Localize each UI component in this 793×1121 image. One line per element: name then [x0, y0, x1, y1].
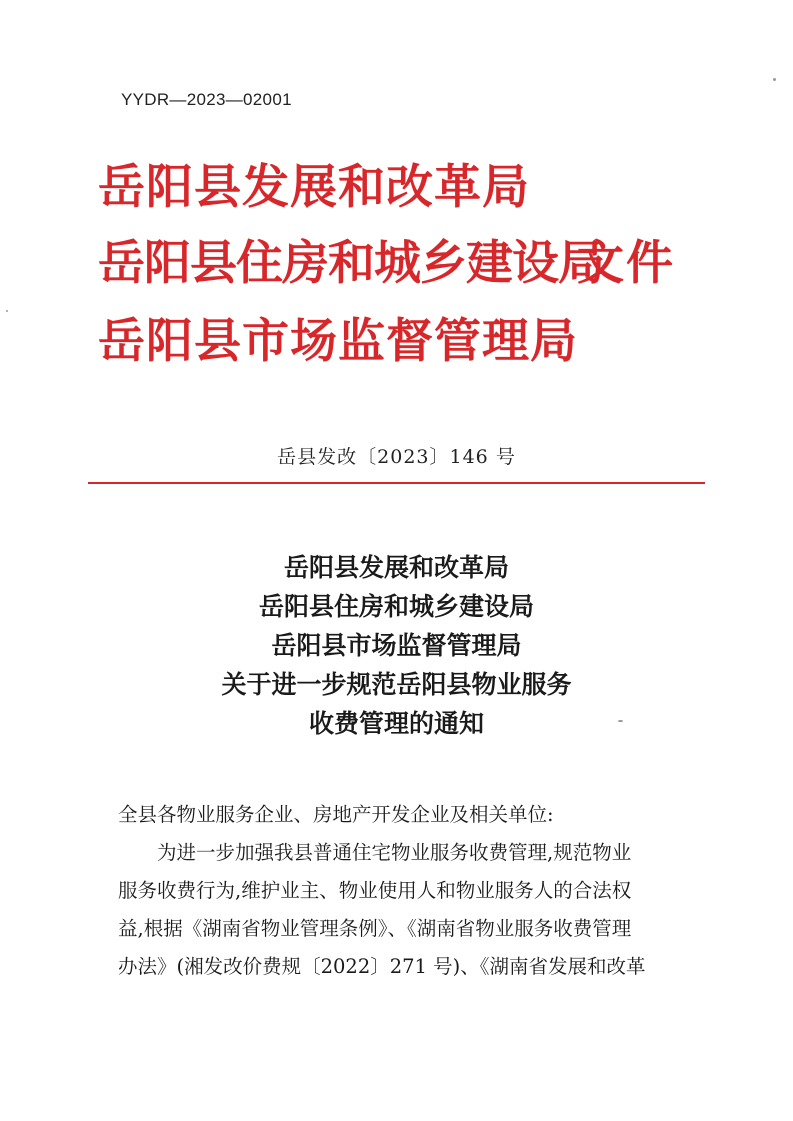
- issuer-header: [98, 158, 698, 388]
- title-line: 岳阳县发展和改革局: [283, 553, 509, 582]
- body-line: 服务收费行为,维护业主、物业使用人和物业服务人的合法权: [118, 879, 632, 902]
- scan-speck: [773, 78, 776, 81]
- body-line: 益,根据《湖南省物业管理条例》、《湖南省物业服务收费管理: [118, 917, 632, 940]
- document-code: YYDR—2023—02001: [121, 90, 292, 109]
- title-line: 收费管理的通知: [308, 709, 484, 738]
- body-line: 办法》(湘发改价费规〔2022〕271 号)、《湖南省发展和改革: [118, 955, 646, 978]
- title-line: 关于进一步规范岳阳县物业服务: [221, 670, 572, 699]
- body-line: 为进一步加强我县普通住宅物业服务收费管理,规范物业: [157, 841, 632, 864]
- document-body: [118, 796, 678, 986]
- issuer-name-3: 岳阳县市场监督管理局: [98, 314, 578, 369]
- salutation: 全县各物业服务企业、房地产开发企业及相关单位:: [118, 803, 554, 826]
- document-number: 岳县发改〔2023〕146 号: [277, 446, 516, 468]
- title-line: 岳阳县住房和城乡建设局: [258, 592, 534, 621]
- scan-speck: [618, 720, 623, 722]
- issuer-name-1: 岳阳县发展和改革局: [98, 160, 530, 215]
- issuer-document-suffix: 文件: [577, 236, 675, 291]
- scan-speck: [6, 310, 8, 312]
- document-title: [0, 548, 793, 743]
- title-line: 岳阳县市场监督管理局: [271, 631, 522, 660]
- red-separator-line: [88, 482, 705, 484]
- issuer-name-2: 岳阳县住房和城乡建设局: [98, 236, 604, 291]
